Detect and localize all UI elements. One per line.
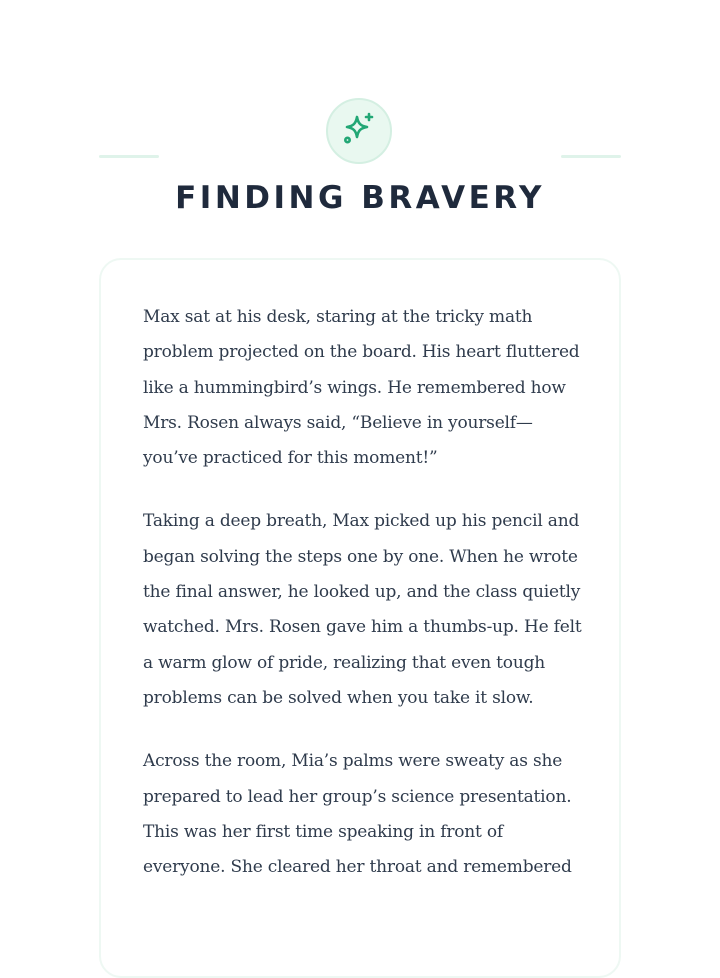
story-header xyxy=(0,0,720,240)
story-paragraph-1: Max sat at his desk, staring at the tricky math problem projected on the board. His heart fluttered like a hummingbird’s wings. He remembered how Mrs. Rosen always said, “Believe in yourself— you’ve practiced for this moment!” xyxy=(143,307,580,469)
story-paragraph-3: Across the room, Mia’s palms were sweaty as she prepared to lead her group’s science presentation. This was her first time speaking in front of everyone. She cleared her throat and remembered xyxy=(143,751,572,878)
sparkles-badge xyxy=(326,98,392,164)
story-paragraph-2: Taking a deep breath, Max picked up his pencil and began solving the steps one by one. When he wrote the final answer, he looked up, and the class quietly watched. Mrs. Rosen gave him a thumbs-up. He felt a warm glow of pride, realizing that even tough problems can be solved when you take it slow. xyxy=(143,511,582,708)
decorative-rule-right xyxy=(561,155,621,158)
story-body xyxy=(143,300,583,913)
decorative-rule-left xyxy=(99,155,159,158)
sparkles-icon xyxy=(340,110,378,152)
page-title: FINDING BRAVERY xyxy=(175,180,545,216)
